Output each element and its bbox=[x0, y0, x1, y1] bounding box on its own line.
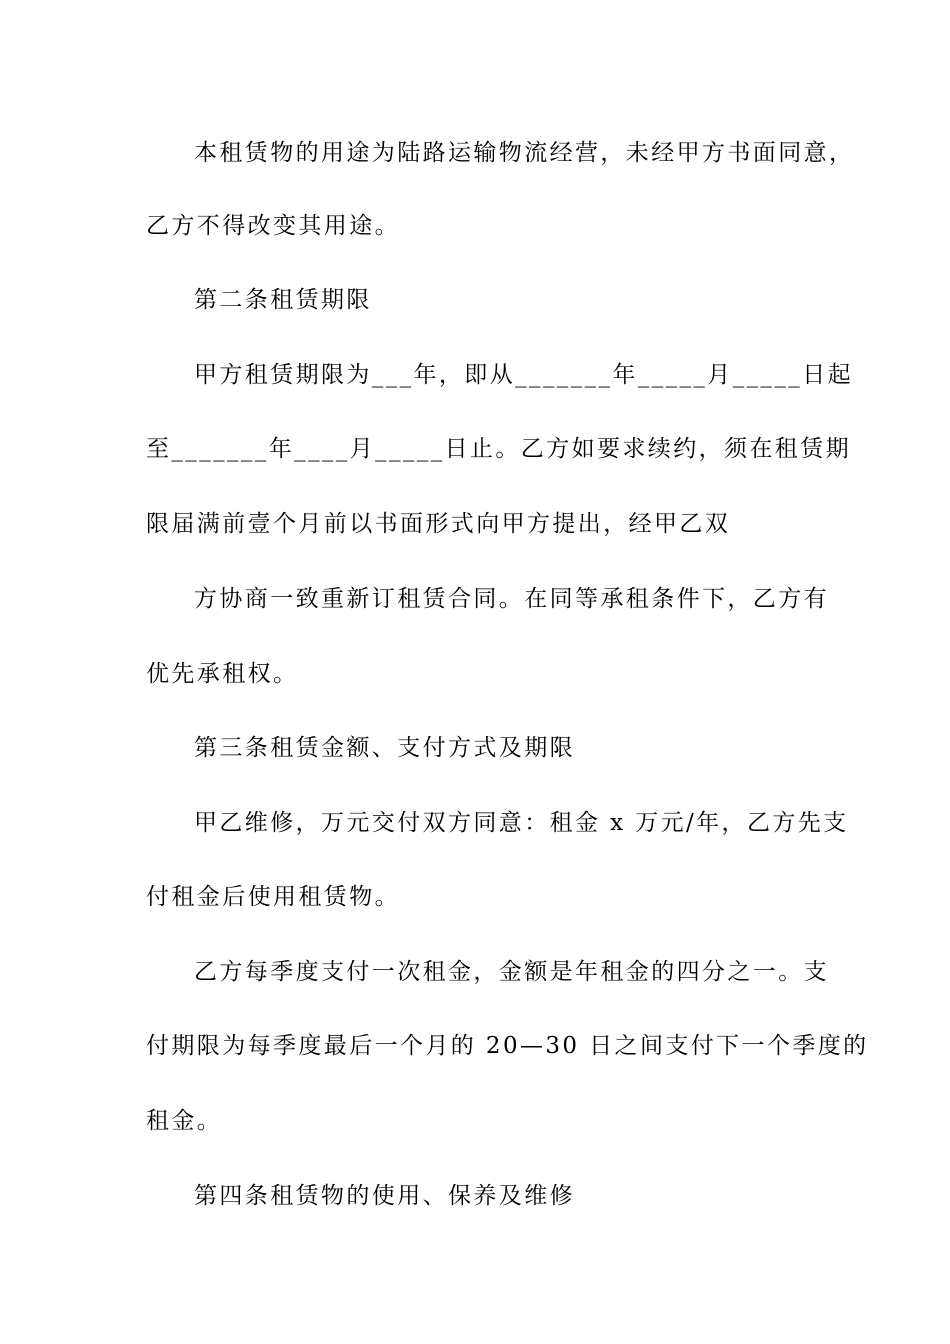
paragraph-line: 甲方租赁期限为___年，即从_______年_____月_____日起 bbox=[194, 362, 853, 388]
paragraph-line: 本租赁物的用途为陆路运输物流经营，未经甲方书面同意， bbox=[194, 140, 855, 166]
paragraph-line: 乙方每季度支付一次租金，金额是年租金的四分之一。支 bbox=[194, 959, 829, 985]
section-heading: 第三条租赁金额、支付方式及期限 bbox=[194, 735, 575, 761]
paragraph-line: 限届满前壹个月前以书面形式向甲方提出，经甲乙双 bbox=[146, 511, 731, 537]
paragraph-line: 乙方不得改变其用途。 bbox=[146, 213, 400, 239]
paragraph-line: 优先承租权。 bbox=[146, 661, 299, 687]
section-heading: 第四条租赁物的使用、保养及维修 bbox=[194, 1183, 575, 1209]
paragraph-line: 付期限为每季度最后一个月的 20—30 日之间支付下一个季度的 bbox=[146, 1033, 869, 1059]
paragraph-line: 至_______年____月_____日止。乙方如要求续约，须在租赁期 bbox=[146, 436, 851, 462]
paragraph-line: 方协商一致重新订租赁合同。在同等承租条件下，乙方有 bbox=[194, 586, 829, 612]
paragraph-line: 付租金后使用租赁物。 bbox=[146, 884, 400, 910]
paragraph-line: 租金。 bbox=[146, 1108, 223, 1134]
section-heading: 第二条租赁期限 bbox=[194, 287, 372, 313]
paragraph-line: 甲乙维修，万元交付双方同意：租金 x 万元/年，乙方先支 bbox=[194, 810, 849, 836]
